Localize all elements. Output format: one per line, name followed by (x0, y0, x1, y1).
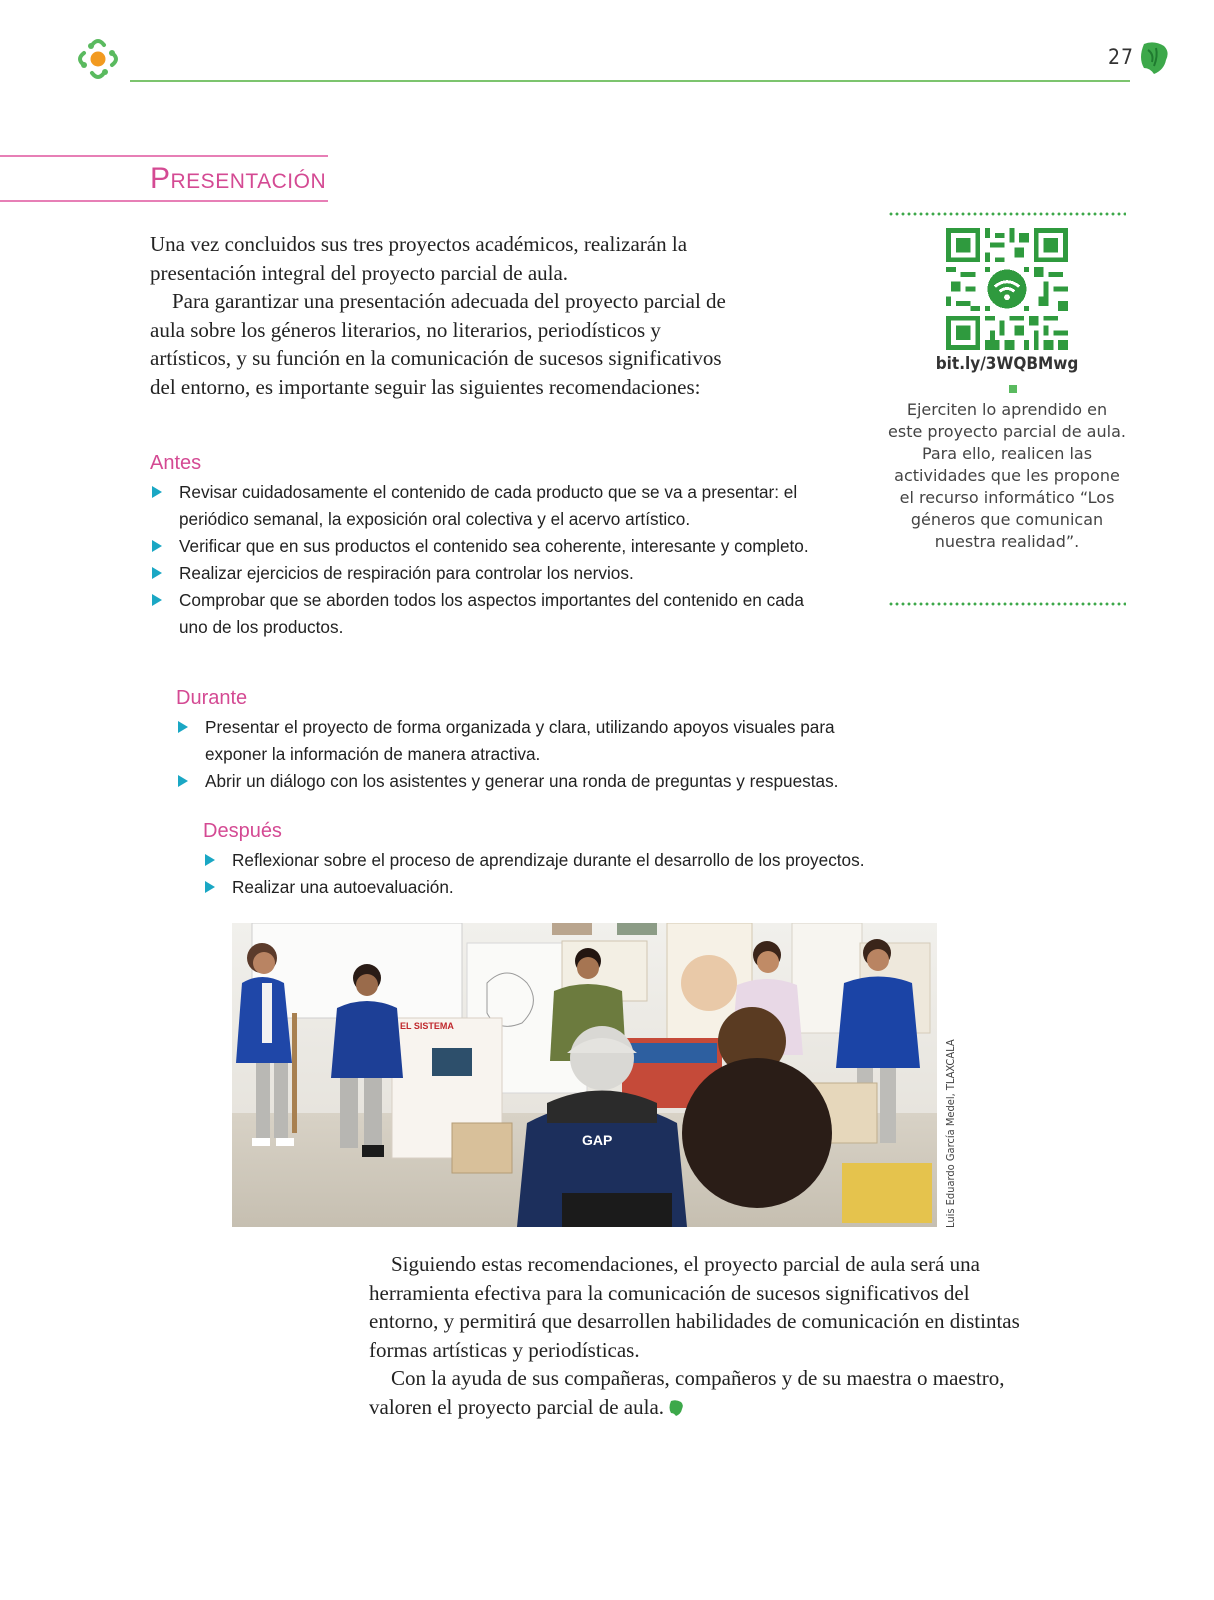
list-item: Comprobar que se aborden todos los aspectos importantes del contenido en cada uno de los productos. (150, 587, 810, 641)
closing-paragraph-1: Siguiendo estas recomendaciones, el proyecto parcial de aula será una herramienta efectiva para la comunicación de sucesos significativos del entorno, y permitirá que desarrollen habilidades de comunicación en distintas formas artísticas y periodísticas. (369, 1252, 1020, 1362)
intro-paragraph-2: Para garantizar una presentación adecuada del proyecto parcial de aula sobre los géneros literarios, no literarios, periodísticos y artísticos, y su función en la comunicación de sucesos significativos del entorno, es importante seguir las siguientes recomendaciones: (150, 289, 726, 399)
green-leaf-icon (668, 1399, 684, 1417)
section-heading-antes: Antes (150, 452, 202, 474)
list-item: Revisar cuidadosamente el contenido de cada producto que se va a presentar: el periódico semanal, la exposición oral colectiva y el acervo artístico. (150, 479, 810, 533)
triangle-bullet-icon (205, 854, 215, 866)
section-despues (203, 820, 903, 901)
list-item: Realizar ejercicios de respiración para controlar los nervios. (150, 560, 810, 587)
intro-paragraph-1: Una vez concluidos sus tres proyectos académicos, realizarán la presentación integral del proyecto parcial de aula. (150, 232, 688, 285)
header-rule (130, 80, 1130, 82)
section-title: Presentación (150, 162, 327, 195)
title-rule-bottom (0, 200, 328, 202)
triangle-bullet-icon (152, 567, 162, 579)
flower-logo-icon (72, 33, 124, 85)
closing-paragraph-2: Con la ayuda de sus compañeras, compañeros y de su maestra o maestro, valoren el proyecto parcial de aula. (369, 1366, 1005, 1419)
sidebar-text: Ejerciten lo aprendido en este proyecto parcial de aula. Para ello, realicen las actividades que les propone el recurso informático “Los géneros que comunican nuestra realidad”. (888, 400, 1126, 551)
triangle-bullet-icon (178, 721, 188, 733)
triangle-bullet-icon (152, 540, 162, 552)
list-item: Realizar una autoevaluación. (203, 874, 903, 901)
classroom-photo-illustration (232, 923, 937, 1227)
list-despues (203, 847, 903, 901)
section-antes (150, 452, 810, 641)
list-item: Abrir un diálogo con los asistentes y generar una ronda de preguntas y respuestas. (176, 768, 866, 795)
closing-text (369, 1250, 1039, 1421)
green-leaf-icon (1138, 40, 1170, 76)
triangle-bullet-icon (205, 881, 215, 893)
triangle-bullet-icon (152, 486, 162, 498)
triangle-bullet-icon (178, 775, 188, 787)
list-antes (150, 479, 810, 641)
photo-credit: Luis Eduardo García Medel, TLAXCALA (944, 1039, 957, 1228)
page-number: 27 (1108, 45, 1135, 69)
green-square-icon (1009, 385, 1017, 393)
qr-code-icon[interactable] (946, 228, 1068, 350)
dotted-rule-bottom (888, 602, 1126, 606)
hoodie-text: GAP (582, 1132, 613, 1148)
section-heading-durante: Durante (176, 687, 248, 709)
list-item: Reflexionar sobre el proceso de aprendizaje durante el desarrollo de los proyectos. (203, 847, 903, 874)
qr-link[interactable]: bit.ly/3WQBMwg (935, 354, 1079, 374)
section-heading-despues: Después (203, 820, 282, 842)
list-durante (176, 714, 866, 795)
qr-sidebar (888, 212, 1126, 607)
triangle-bullet-icon (152, 594, 162, 606)
poster-text: EL SISTEMA (400, 1021, 454, 1031)
list-item: Verificar que en sus productos el contenido sea coherente, interesante y completo. (150, 533, 810, 560)
title-rule-top (0, 155, 328, 157)
classroom-photo (232, 923, 937, 1227)
dotted-rule-top (888, 212, 1126, 216)
section-durante (176, 687, 866, 795)
intro-text (150, 230, 730, 401)
list-item: Presentar el proyecto de forma organizada y clara, utilizando apoyos visuales para exponer la información de manera atractiva. (176, 714, 866, 768)
